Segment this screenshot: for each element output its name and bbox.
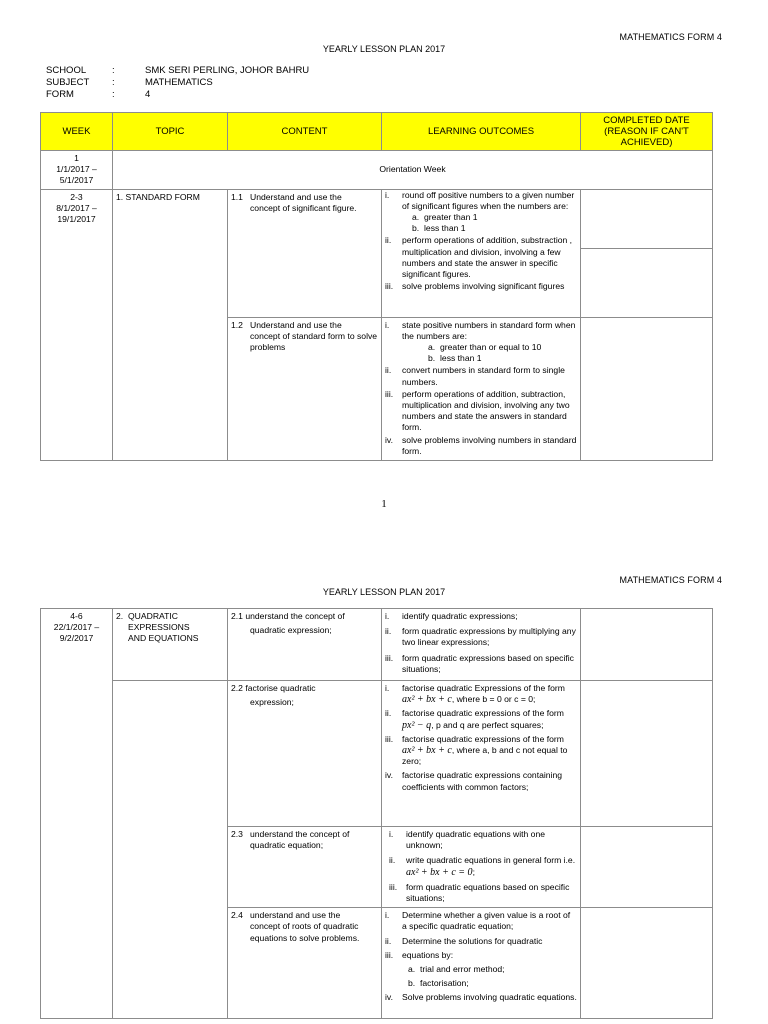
week-dates: 8/1/2017 – 19/1/2017 [56,202,97,225]
completed-date-cell[interactable] [581,681,713,827]
table-row-orientation [41,151,713,190]
table-row-standard-form-1 [41,189,713,317]
column-header-completed-date: COMPLETED DATE (REASON IF CAN'T ACHIEVED) [581,113,713,151]
list-item: i. state positive numbers in standard form when the numbers are: a. greater than or equal to 10 b. less than 1 [385,319,576,364]
content-text: understand the concept of [245,611,345,621]
content-text-cont: concept of significant figure. [250,202,357,213]
list-item: b. less than 1 [428,353,482,364]
completed-date-cell[interactable] [581,908,713,1019]
content-number: 1.1 [231,191,243,202]
subject-value: MATHEMATICS [145,77,213,88]
content-2-4 [228,908,382,1019]
separator: : [112,65,115,76]
math-expression: ax² + bx + c = 0 [406,866,473,878]
list-item: i. identify quadratic expressions; [385,611,518,621]
content-number: 2.4 [231,910,243,921]
week-cell [41,189,113,460]
lesson-plan-table-page1 [40,112,713,461]
page-number: 1 [381,498,387,510]
completed-date-cell[interactable] [581,609,713,681]
learning-outcomes-2-1 [382,609,581,681]
column-header-week: WEEK [41,113,113,151]
list-item: i. round off positive numbers to a given number of significant figures when the numbers are: a. greater than 1 b. less than 1 [385,190,577,235]
separator: : [112,89,115,100]
content-1-2 [228,317,382,460]
separator: : [112,77,115,88]
school-label: SCHOOL [46,65,87,76]
content-2-2 [228,681,382,827]
school-value: SMK SERI PERLING, JOHOR BAHRU [145,65,310,76]
list-item: ii. form quadratic expressions by multiplying any two linear expressions; [385,626,576,648]
form-row [46,89,309,101]
content-number: 2.2 [231,683,243,693]
content-number: 2.3 [231,829,243,839]
content-2-3 [228,827,382,908]
list-item: iii. equations by: a. trial and error method; b. factorisation; [385,950,577,990]
learning-outcomes-2-4 [382,908,581,1019]
school-row [46,65,309,77]
table-header-row [41,113,713,151]
learning-outcomes-2-2 [382,681,581,827]
list-item: iii. solve problems involving significant figures [385,281,565,292]
week-cell [41,151,113,190]
week-dates: 22/1/2017 – 9/2/2017 [53,622,100,644]
content-text-cont: expression; [250,697,294,708]
document-title: YEARLY LESSON PLAN 2017 [322,587,446,597]
learning-outcomes-1-1 [382,189,581,317]
content-text-cont: concept of roots of quadratic equations to solve problems. [250,921,360,943]
list-item: ii. factorise quadratic expressions of the form px² − q, p and q are perfect squares; [385,708,564,731]
topic-cell: 1. STANDARD FORM [113,189,228,460]
week-dates: 1/1/2017 – 5/1/2017 [56,164,97,186]
list-item: i. identify quadratic equations with one unknown; [389,829,546,851]
table-row-quadratic-1 [41,609,713,681]
math-expression: ax² + bx + c [402,745,452,757]
list-item: iii. perform operations of addition, subtraction, multiplication and division, involving any two numbers and state the answers in standard form. [385,388,570,433]
list-item: b. less than 1 [412,223,466,234]
column-header-topic: TOPIC [113,113,228,151]
content-text: understand the concept of [250,829,350,839]
content-2-1 [228,609,382,681]
week-number: 1 [74,153,79,163]
topic-cell: 2. QUADRATIC EXPRESSIONS AND EQUATIONS [113,609,228,681]
list-item: ii. Determine the solutions for quadratic [385,935,543,946]
math-expression: ax² + bx + c [402,694,452,706]
list-item: iv. factorise quadratic expressions containing coefficients with common factors; [385,770,563,792]
content-text-cont: quadratic equation; [250,840,324,851]
content-number: 2.1 [231,611,243,621]
content-text: Understand and use the [250,319,342,330]
content-text-cont: concept of standard form to solve problems [250,330,378,353]
week-number: 2-3 [70,191,83,202]
completed-date-cell[interactable] [581,189,713,317]
document-title: YEARLY LESSON PLAN 2017 [322,44,446,54]
orientation-week-cell: Orientation Week [113,151,713,190]
list-item: iii. form quadratic expressions based on specific situations; [385,652,574,674]
table-row-quadratic-2 [41,681,713,827]
column-header-learning-outcomes: LEARNING OUTCOMES [382,113,581,151]
week-cell-continued [41,681,113,1019]
topic-cell-continued [113,681,228,1019]
list-item: i. Determine whether a given value is a root of a specific quadratic equation; [385,910,571,932]
week-number: 4-6 [70,611,83,621]
content-text: understand and use the [250,910,341,921]
subject-label: SUBJECT [46,77,90,88]
form-label: FORM [46,89,74,100]
page-header-subject: MATHEMATICS FORM 4 [619,575,722,585]
page-header-subject: MATHEMATICS FORM 4 [619,32,722,42]
list-item: a. greater than or equal to 10 [428,342,542,353]
list-item: iii. form quadratic equations based on specific situations; [389,881,570,904]
learning-outcomes-1-2 [382,317,581,460]
list-item: ii. convert numbers in standard form to single numbers. [385,365,565,387]
list-item: iv. Solve problems involving quadratic equations. [385,992,577,1003]
list-item: iii. factorise quadratic expressions of the form ax² + bx + c, where a, b and c not equal to zero; [385,733,568,767]
completed-date-cell[interactable] [581,827,713,908]
list-item: i. factorise quadratic Expressions of the form ax² + bx + c, where b = 0 or c = 0; [385,683,565,706]
content-text-cont: quadratic expression; [250,625,332,636]
list-item: ii. perform operations of addition, substraction , multiplication and division, involving a few numbers and state the answer in specific significant figures. [385,235,573,280]
content-1-1 [228,189,382,317]
week-cell [41,609,113,681]
subject-row [46,77,309,89]
lesson-plan-table-page2 [40,608,713,1019]
list-item: b. factorisation; [408,978,469,989]
content-text: Understand and use the [250,191,342,202]
list-item: a. trial and error method; [408,964,505,975]
content-number: 1.2 [231,319,243,330]
content-text: factorise quadratic [245,683,316,693]
math-expression: px² − q [402,719,432,731]
school-info [46,65,309,101]
list-item: iv. solve problems involving numbers in standard form. [385,434,577,456]
form-value: 4 [145,89,151,100]
learning-outcomes-2-3 [382,827,581,908]
column-header-content: CONTENT [228,113,382,151]
completed-date-cell[interactable] [581,317,713,460]
list-item: ii. write quadratic equations in general form i.e. ax² + bx + c = 0; [389,855,576,878]
list-item: a. greater than 1 [412,212,478,223]
